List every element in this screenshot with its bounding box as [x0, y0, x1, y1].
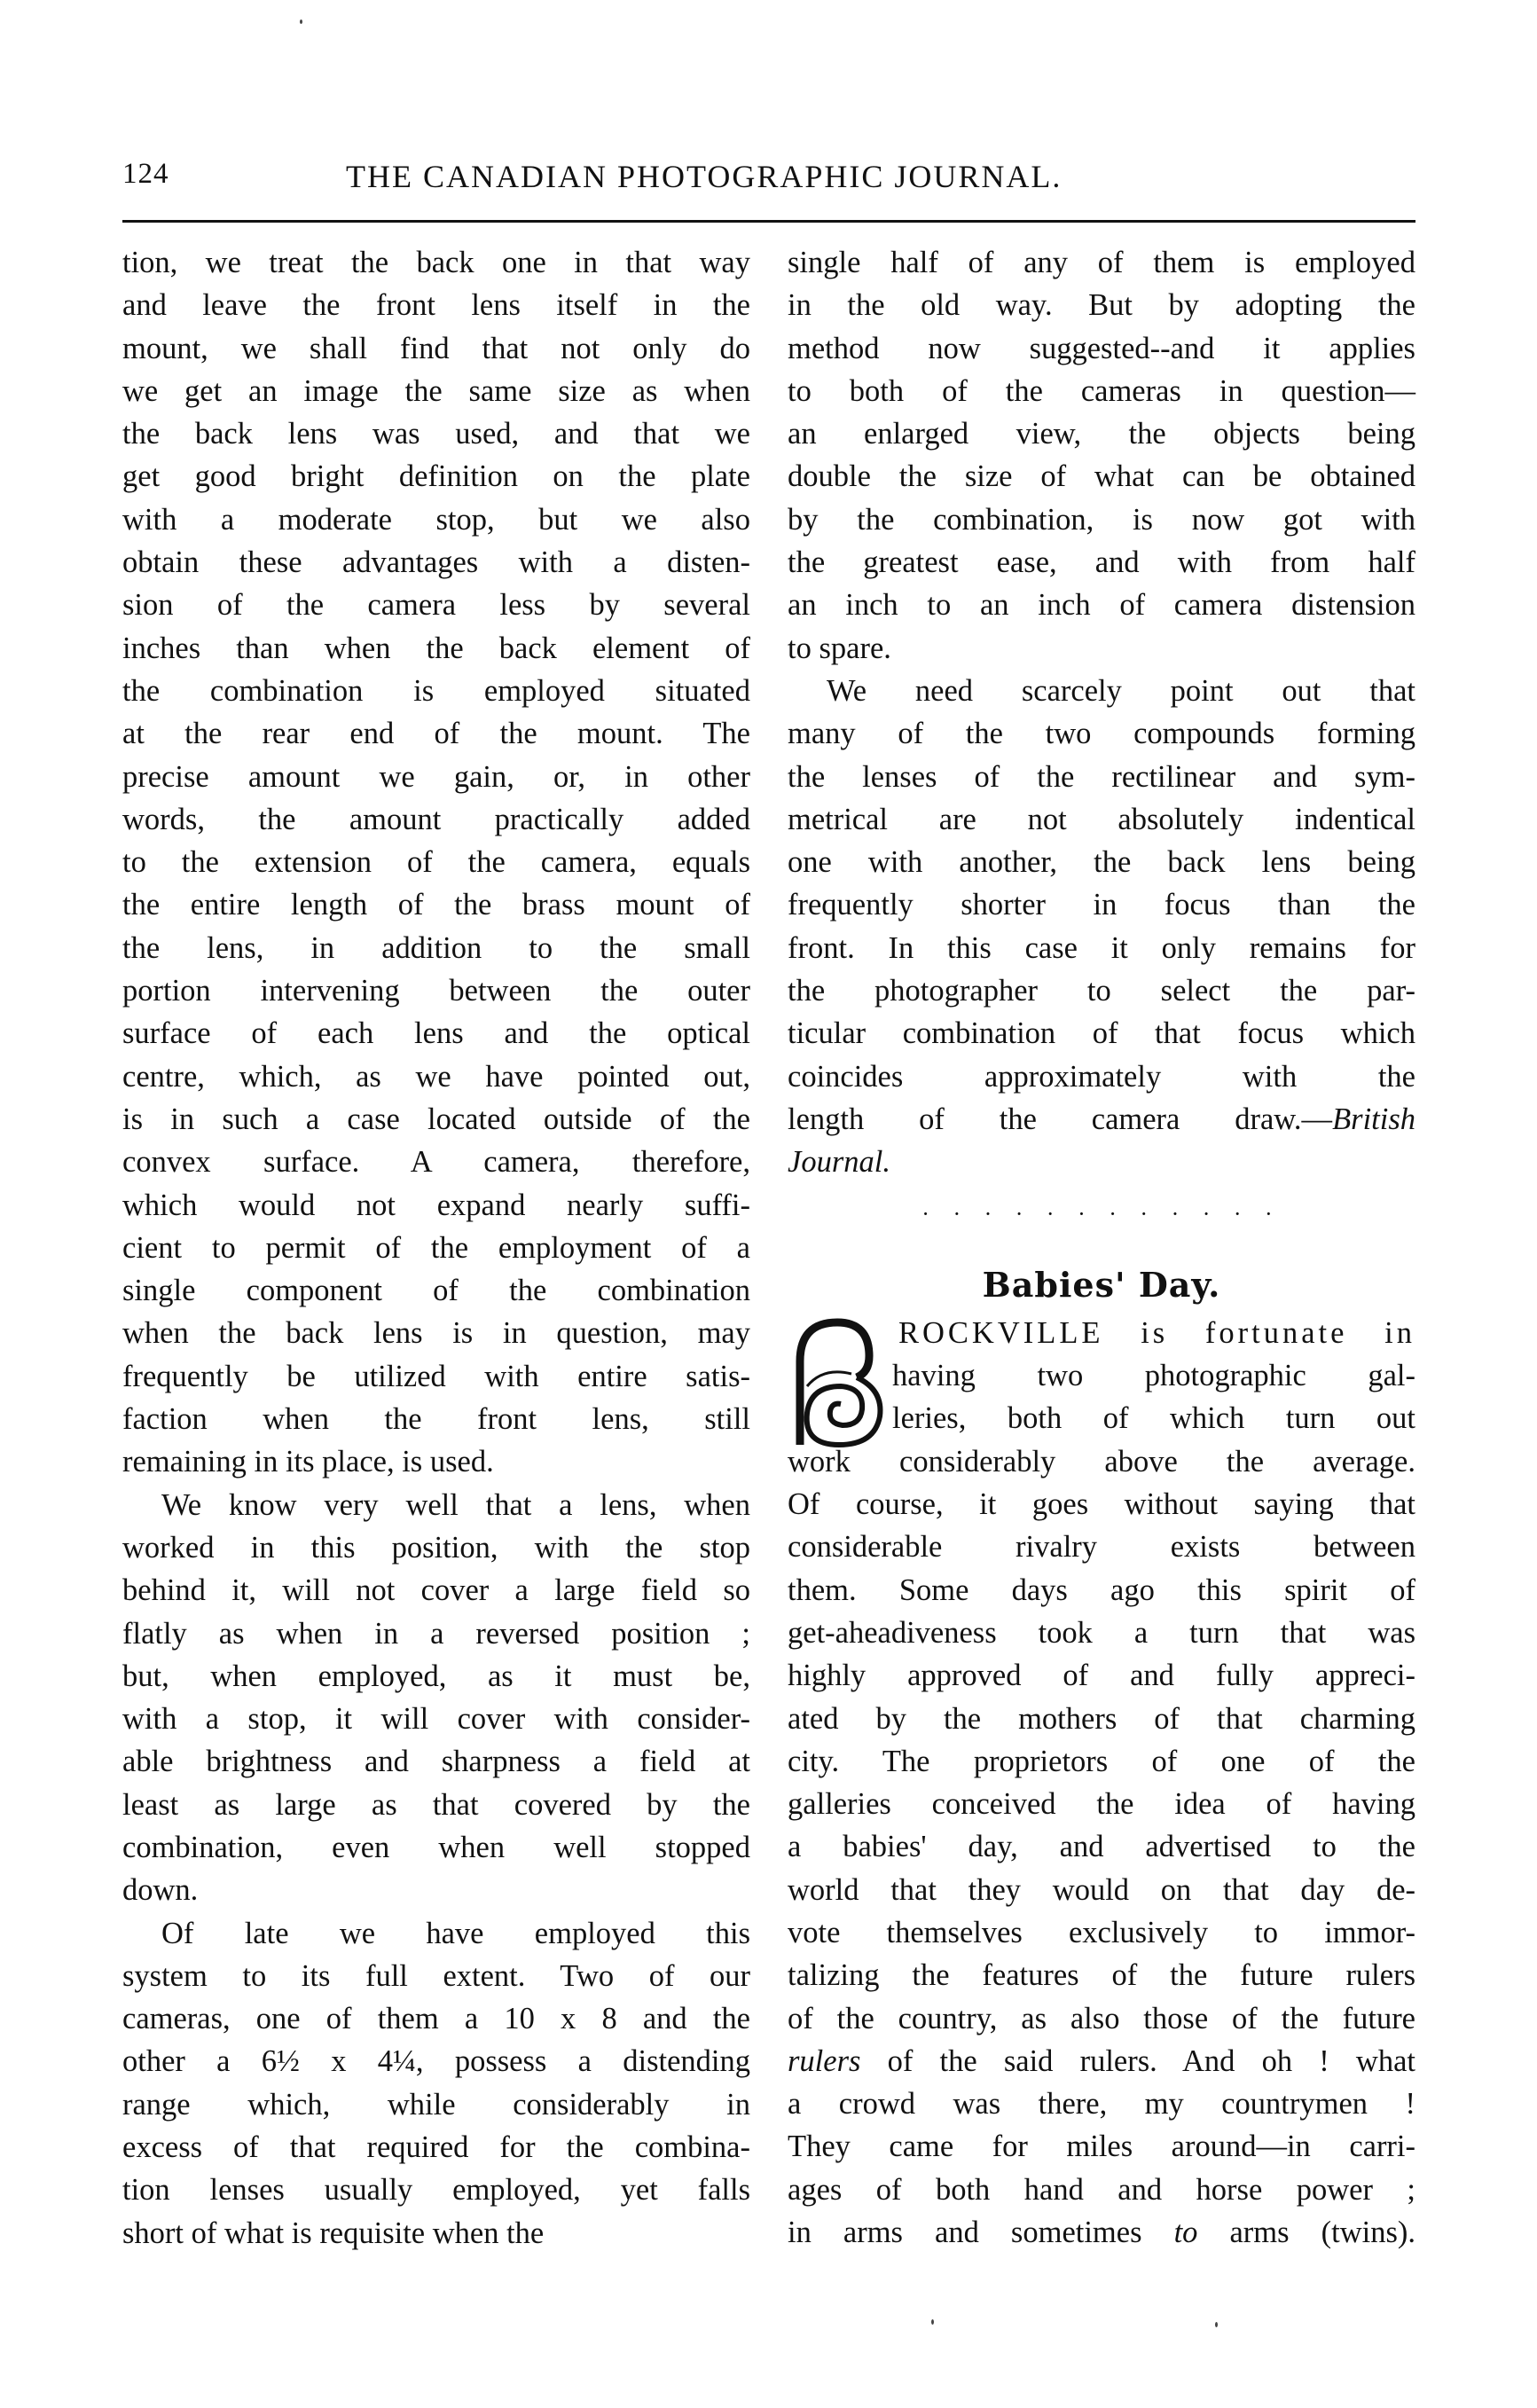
ink-speck: [931, 2319, 934, 2325]
attribution-source-cont: Journal.: [788, 1145, 890, 1180]
text-line: obtain these advantages with a disten-: [122, 545, 750, 580]
text-line: frequently be utilized with entire satis-: [122, 1359, 750, 1393]
text-line: the entire length of the brass mount of: [122, 888, 750, 922]
article-continuation: [788, 241, 1415, 1098]
text-line: behind it, will not cover a large field so: [122, 1573, 750, 1608]
text-line: of the country, as also those of the future: [788, 2001, 1415, 2035]
text-line: is in such a case located outside of the: [122, 1102, 750, 1136]
text-line: Of course, it goes without saying that: [788, 1487, 1415, 1522]
text-line: to both of the cameras in question—: [788, 373, 1415, 408]
text-line: city. The proprietors of one of the: [788, 1744, 1415, 1778]
text-line: we get an image the same size as when: [122, 373, 750, 408]
text-line: range which, while considerably in: [122, 2087, 750, 2122]
text-line: front. In this case it only remains for: [788, 930, 1415, 965]
attribution-source: British: [1332, 1102, 1415, 1136]
text-line: inches than when the back element of: [122, 631, 750, 665]
right-column: [788, 241, 1415, 2254]
text-line: portion intervening between the outer: [122, 974, 750, 1008]
text-line: coincides approximately with the: [788, 1059, 1415, 1094]
text-line: and leave the front lens itself in the: [122, 288, 750, 323]
dropcap-paragraph-start: [788, 1312, 1415, 1440]
ornamental-dropcap-b-icon: [788, 1315, 887, 1448]
text-line: with a stop, it will cover with consider-: [122, 1702, 750, 1737]
journal-title: THE CANADIAN PHOTOGRAPHIC JOURNAL.: [346, 159, 1063, 194]
text-line: worked in this position, with the stop: [122, 1530, 750, 1565]
text-line: frequently shorter in focus than the: [788, 888, 1415, 922]
text-line: with a moderate stop, but we also: [122, 502, 750, 537]
text-line: words, the amount practically added: [122, 802, 750, 836]
text-line: at the rear end of the mount. The: [122, 717, 750, 751]
text-line: the combination is employed situated: [122, 673, 750, 708]
text-line: but, when employed, as it must be,: [122, 1659, 750, 1693]
text-line: considerable rivalry exists between: [788, 1530, 1415, 1565]
text-line: cient to permit of the employment of a: [122, 1230, 750, 1265]
text-line: other a 6½ x 4¼, possess a distending: [122, 2044, 750, 2079]
text-line: tion, we treat the back one in that way: [122, 246, 750, 279]
ink-speck: [300, 20, 302, 24]
text-line: the back lens was used, and that we: [122, 417, 750, 451]
text-line: many of the two compounds forming: [788, 717, 1415, 751]
text-line: method now suggested--and it applies: [788, 331, 1415, 365]
text-line: vote themselves exclusively to immor-: [788, 1915, 1415, 1949]
text-line: excess of that required for the combina-: [122, 2130, 750, 2165]
text-line: faction when the front lens, still: [122, 1402, 750, 1437]
text-line: single half of any of them is employed: [788, 246, 1415, 279]
text-line: the lenses of the rectilinear and sym-: [788, 759, 1415, 794]
text-line: get good bright definition on the plate: [122, 459, 750, 494]
text-line: precise amount we gain, or, in other: [122, 759, 750, 794]
text-line: mount, we shall find that not only do: [122, 331, 750, 365]
line-text: arms (twins).: [1197, 2216, 1415, 2250]
text-line: talizing the features of the future rulers: [788, 1958, 1415, 1993]
text-line: sion of the camera less by several: [122, 588, 750, 623]
text-line: to the extension of the camera, equals: [122, 845, 750, 880]
text-line: highly approved of and fully appreci-: [788, 1659, 1415, 1693]
babies-day-body-cont: [788, 2082, 1415, 2211]
emphasis-rulers: rulers: [788, 2043, 861, 2078]
running-head: [122, 158, 1415, 202]
text-line: a crowd was there, my countrymen !: [788, 2087, 1415, 2122]
section-title: Babies' Day.: [982, 1264, 1221, 1305]
text-line: work considerably above the average.: [788, 1444, 1415, 1479]
dropcap-line: leries, both of which turn out: [892, 1401, 1415, 1436]
line-text: of the said rulers. And oh ! what: [860, 2043, 1415, 2078]
text-line: convex surface. A camera, therefore,: [122, 1145, 750, 1180]
text-line: [788, 2040, 1415, 2082]
text-line: combination, even when well stopped: [122, 1830, 750, 1864]
text-line: system to its full extent. Two of our: [122, 1958, 750, 1993]
text-line: We know very well that a lens, when: [161, 1487, 750, 1522]
text-line: Of late we have employed this: [161, 1916, 750, 1950]
text-line: to spare.: [788, 631, 891, 665]
text-line: We need scarcely point out that: [827, 673, 1415, 708]
line-text: length of the camera draw.—: [788, 1102, 1333, 1136]
text-line: get-aheadiveness took a turn that was: [788, 1615, 1415, 1650]
text-line: an enlarged view, the objects being: [788, 417, 1415, 451]
text-line: a babies' day, and advertised to the: [788, 1830, 1415, 1864]
ink-speck: [1215, 2322, 1218, 2327]
text-line: metrical are not absolutely indentical: [788, 802, 1415, 836]
text-line: tion lenses usually employed, yet falls: [122, 2173, 750, 2208]
text-line: [788, 2211, 1415, 2254]
text-line: the photographer to select the par-: [788, 974, 1415, 1008]
text-line: ated by the mothers of that charming: [788, 1701, 1415, 1736]
text-line: short of what is requisite when the: [122, 2216, 545, 2250]
text-line: which would not expand nearly suffi-: [122, 1188, 750, 1222]
text-line: ticular combination of that focus which: [788, 1016, 1415, 1051]
page-number: 124: [122, 158, 169, 190]
text-line: able brightness and sharpness a field at: [122, 1745, 750, 1779]
left-column: [122, 241, 750, 2255]
header-rule: [122, 220, 1415, 223]
text-line: cameras, one of them a 10 x 8 and the: [122, 2002, 750, 2036]
text-line: single component of the combination: [122, 1274, 750, 1308]
text-line: the lens, in addition to the small: [122, 930, 750, 965]
line-text: in arms and sometimes: [788, 2216, 1174, 2250]
text-line: surface of each lens and the optical: [122, 1016, 750, 1051]
text-line: galleries conceived the idea of having: [788, 1787, 1415, 1822]
text-line: flatly as when in a reversed position ;: [122, 1616, 750, 1651]
section-separator: · · · · · · · · · · · ·: [921, 1200, 1282, 1227]
text-line: when the back lens is in question, may: [122, 1316, 750, 1351]
text-line: them. Some days ago this spirit of: [788, 1573, 1415, 1607]
text-line: remaining in its place, is used.: [122, 1445, 494, 1479]
text-line: the greatest ease, and with from half: [788, 545, 1415, 580]
dropcap-line: having two photographic gal-: [892, 1359, 1415, 1393]
emphasis-to: to: [1173, 2216, 1198, 2250]
text-line: [788, 1098, 1415, 1141]
text-line: centre, which, as we have pointed out,: [122, 1059, 750, 1094]
text-line: one with another, the back lens being: [788, 845, 1415, 880]
text-line: world that they would on that day de-: [788, 1872, 1415, 1907]
text-line: They came for miles around—in carri-: [788, 2130, 1415, 2164]
dropcap-line: ROCKVILLE is fortunate in: [898, 1315, 1415, 1350]
text-line: double the size of what can be obtained: [788, 459, 1415, 494]
text-line: in the old way. But by adopting the: [788, 288, 1415, 323]
text-line: ages of both hand and horse power ;: [788, 2172, 1415, 2207]
babies-day-body: [788, 1440, 1415, 2040]
text-line: down.: [122, 1873, 199, 1908]
text-line: by the combination, is now got with: [788, 502, 1415, 537]
text-line: least as large as that covered by the: [122, 1787, 750, 1822]
text-line: an inch to an inch of camera distension: [788, 588, 1415, 623]
